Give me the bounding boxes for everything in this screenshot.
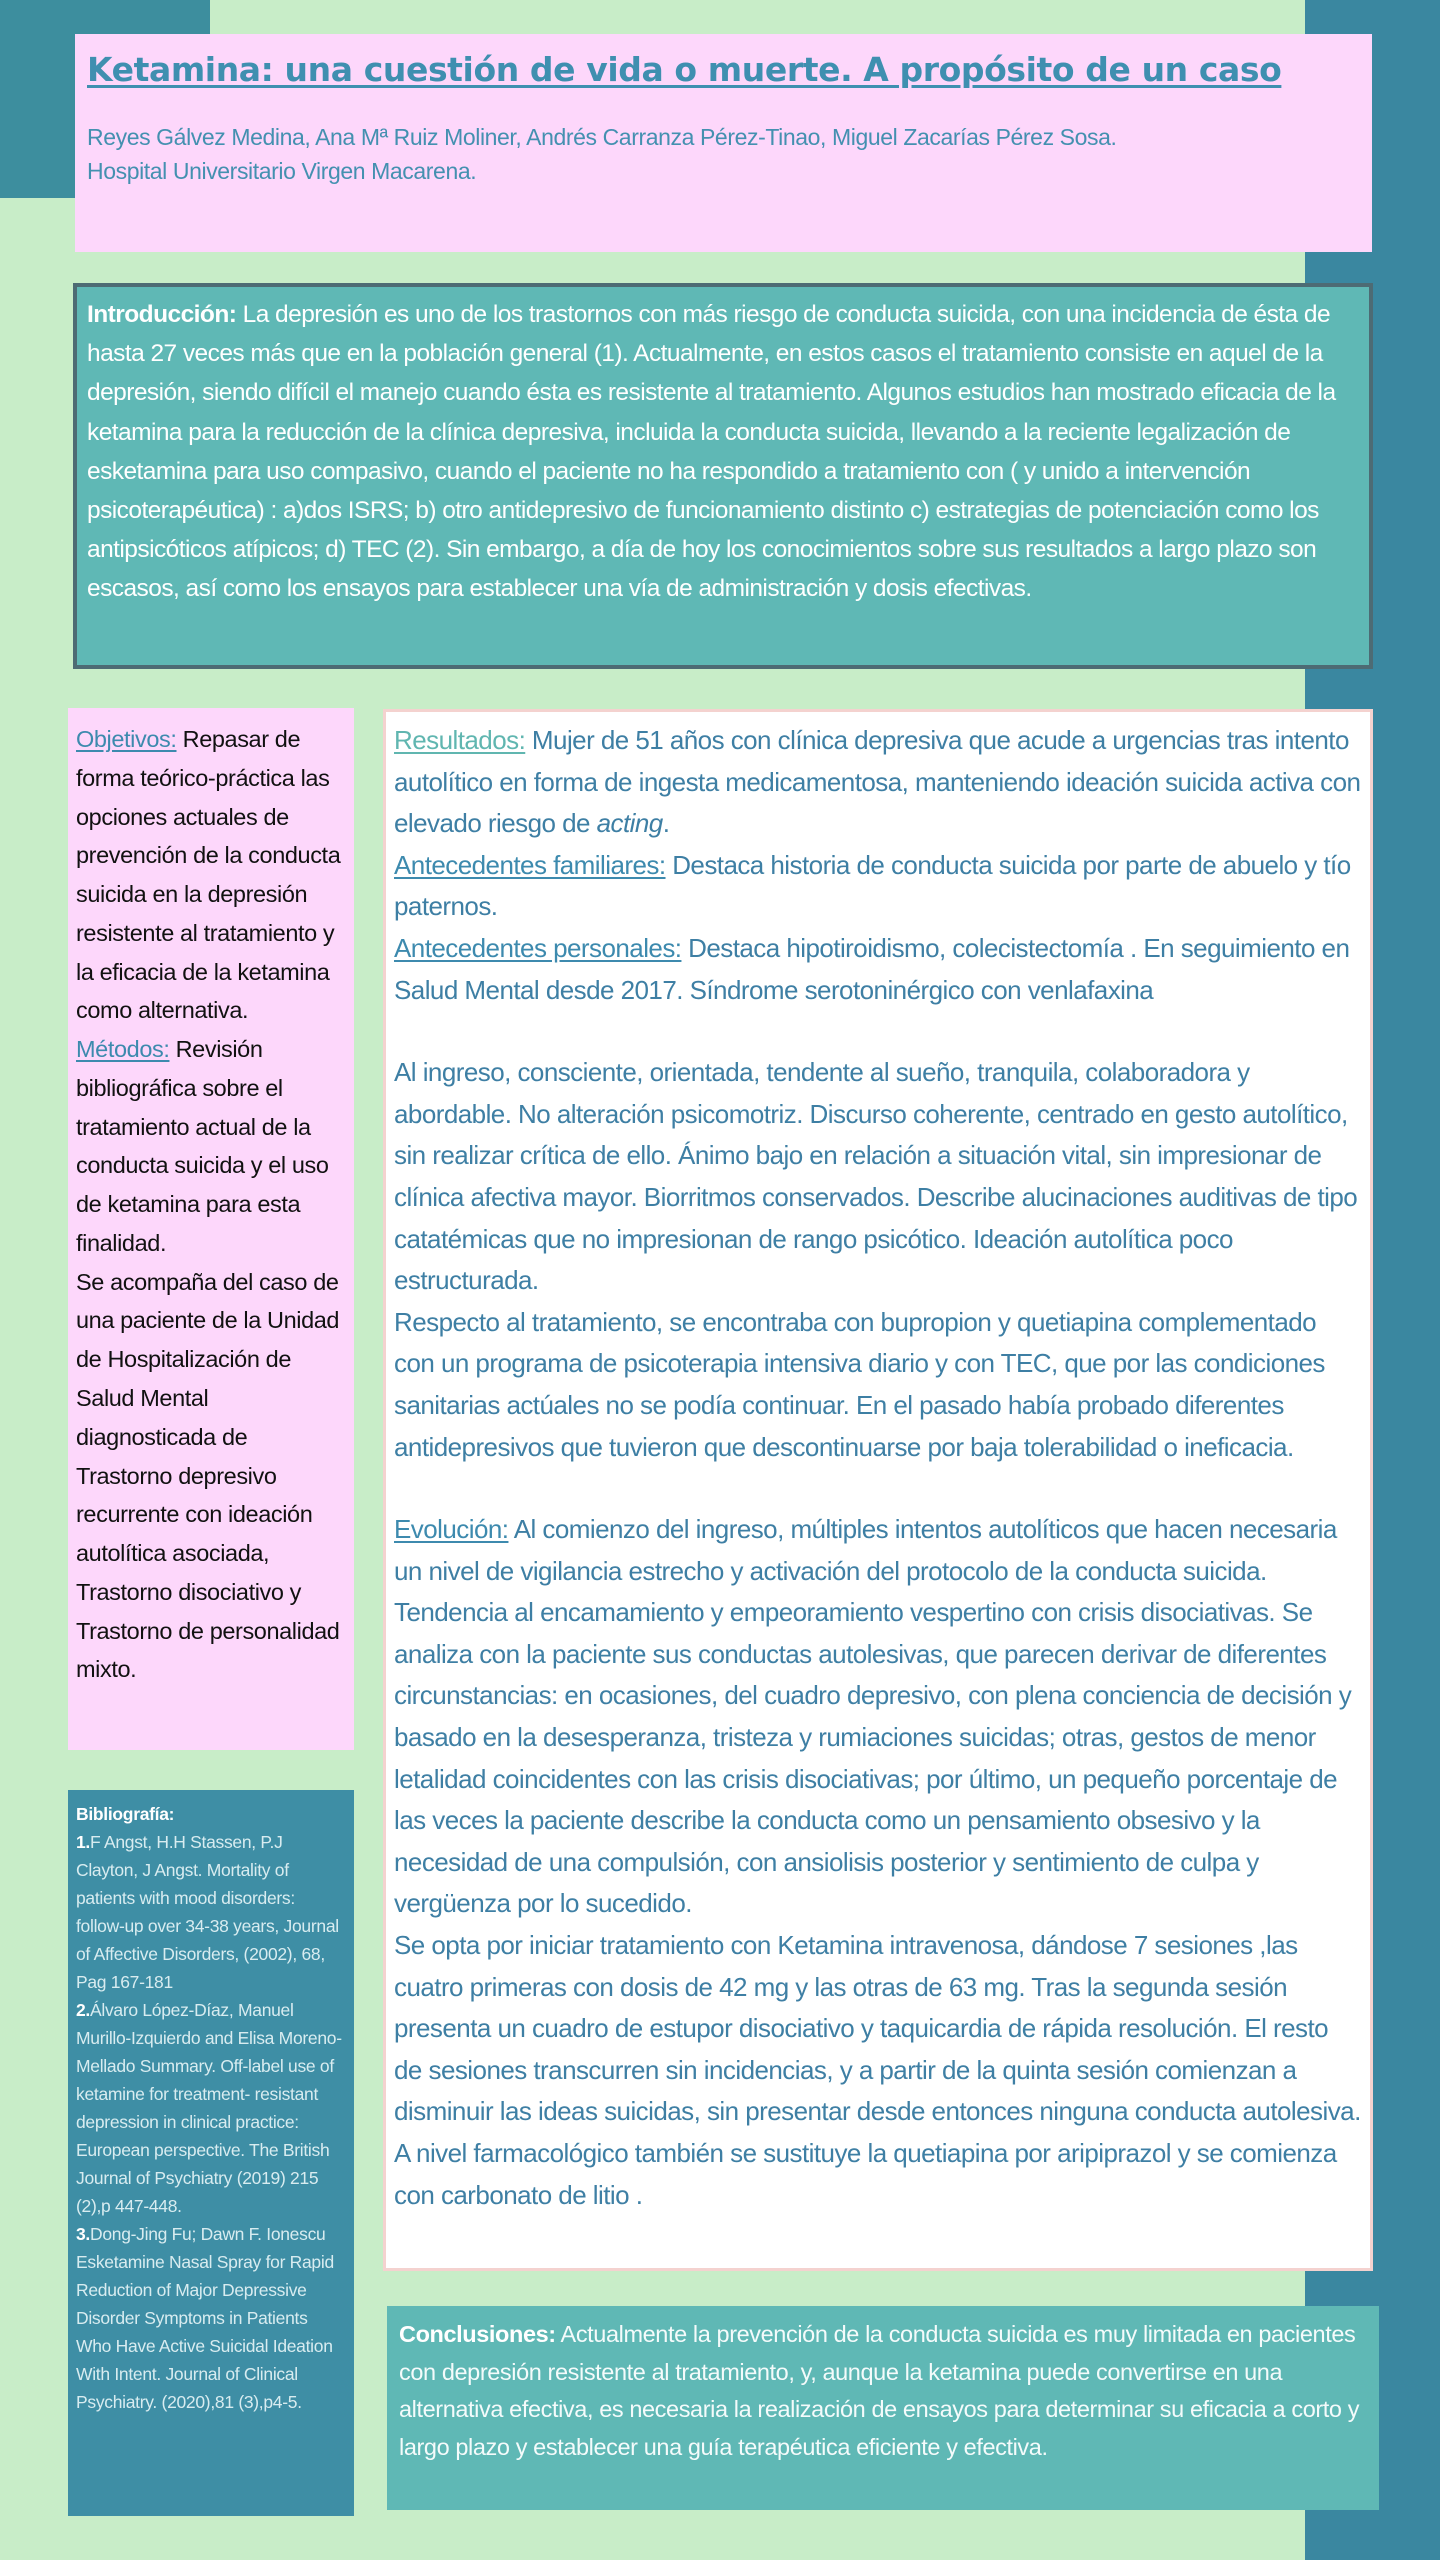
- spacer: [394, 1011, 1362, 1052]
- spacer: [394, 1468, 1362, 1509]
- reference-text: F Angst, H.H Stassen, P.J Clayton, J Angst. Mortality of patients with mood disorders: follow-up over 34-38 years, Journal of Affective Disorders, (2002), 68, Pag 167-181: [76, 1832, 339, 1992]
- objectives-label: Objetivos:: [76, 726, 177, 752]
- results-section: [383, 709, 1373, 2271]
- results-label: Resultados:: [394, 725, 526, 755]
- poster-header: [75, 34, 1372, 252]
- author-list: Reyes Gálvez Medina, Ana Mª Ruiz Moliner, Andrés Carranza Pérez-Tinao, Miguel Zacarías Pérez Sosa.: [87, 123, 1117, 150]
- results-paragraph: [394, 720, 1362, 845]
- methods-text: Revisión bibliográfica sobre el tratamiento actual de la conducta suicida y el uso de ketamina para esta finalidad.: [76, 1036, 329, 1256]
- methods-label: Métodos:: [76, 1036, 170, 1063]
- conclusions-text: Actualmente la prevención de la conducta suicida es muy limitada en pacientes con depresión resistente al tratamiento, y, aunque la ketamina puede convertirse en una alternativa efectiva, es necesaria la realización de ensayos para determinar su eficacia a corto y largo plazo y establecer una guía terapéutica eficiente y efectiva.: [399, 2321, 1360, 2460]
- evolution-label: Evolución:: [394, 1514, 509, 1545]
- objectives-section: [68, 708, 354, 1750]
- reference-number: 2.: [76, 2000, 90, 2020]
- results-text-end: .: [662, 808, 670, 839]
- reference-number: 3.: [76, 2224, 90, 2244]
- family-history-paragraph: [394, 845, 1362, 928]
- bibliography-title: Bibliografía:: [76, 1804, 175, 1824]
- evolution-text: Al comienzo del ingreso, múltiples intentos autolíticos que hacen necesaria un nivel de vigilancia estrecho y activación del protocolo de la conducta suicida. Tendencia al encamamiento y empeoramiento vespertino con crisis disociativas. Se analiza con la paciente sus conductas autolesivas, que parecen derivar de diferentes circunstancias: en ocasiones, del cuadro depresivo, con plena conciencia de decisión y basado en la desesperanza, tristeza y rumiaciones suicidas; otras, gestos de menor letalidad coincidentes con las crisis disociativas; por último, un pequeño porcentaje de las veces la paciente describe la conducta como un pensamiento obsesivo y la necesidad de una compulsión, con ansiolisis posterior y sentimiento de culpa y vergüenza por lo sucedido.: [394, 1514, 1352, 1919]
- bibliography-section: [68, 1790, 354, 2516]
- conclusions-section: [387, 2306, 1379, 2510]
- family-history-label: Antecedentes familiares:: [394, 849, 666, 880]
- poster-title: Ketamina: una cuestión de vida o muerte. A propósito de un caso: [87, 50, 1282, 89]
- introduction-section: [73, 283, 1373, 669]
- introduction-label: Introducción:: [87, 301, 237, 328]
- results-text: Mujer de 51 años con clínica depresiva que acude a urgencias tras intento autolítico en forma de ingesta medicamentosa, manteniendo ideación suicida activa con elevado riesgo de: [394, 725, 1361, 839]
- reference-item: [76, 1996, 346, 2220]
- conclusions-label: Conclusiones:: [399, 2321, 556, 2347]
- ketamine-paragraph: Se opta por iniciar tratamiento con Ketamina intravenosa, dándose 7 sesiones ,las cuatro primeras con dosis de 42 mg y las otras de 63 mg. Tras la segunda sesión presenta un cuadro de estupor disociativo y taquicardia de rápida resolución. El resto de sesiones transcurren sin incidencias, y a partir de la quinta sesión comienzan a disminuir las ideas suicidas, sin presentar desde entonces ninguna conducta autolesiva.: [394, 1930, 1361, 2127]
- authors-block: [87, 120, 1360, 189]
- pharmacology-paragraph: A nivel farmacológico también se sustituye la quetiapina por aripiprazol y se comienza con carbonato de litio .: [394, 2138, 1337, 2210]
- evolution-paragraph: [394, 1509, 1362, 1925]
- personal-history-text: Destaca hipotiroidismo, colecistectomía . En seguimiento en Salud Mental desde 2017. Síndrome serotoninérgico con venlafaxina: [394, 932, 1350, 1005]
- personal-history-label: Antecedentes personales:: [394, 932, 682, 963]
- family-history-text: Destaca historia de conducta suicida por parte de abuelo y tío paternos.: [394, 849, 1351, 922]
- objectives-text: Repasar de forma teórico-práctica las opciones actuales de prevención de la conducta suicida en la depresión resistente al tratamiento y la eficacia de la ketamina como alternativa.: [76, 726, 341, 1024]
- results-italic-word: acting: [596, 808, 663, 839]
- introduction-text: La depresión es uno de los trastornos con más riesgo de conducta suicida, con una incidencia de ésta de hasta 27 veces más que en la población general (1). Actualmente, en estos casos el tratamiento consiste en aquel de la depresión, siendo difícil el manejo cuando ésta es resistente al tratamiento. Algunos estudios han mostrado eficacia de la ketamina para la reducción de la clínica depresiva, incluida la conducta suicida, llevando a la reciente legalización de esketamina para uso compasivo, cuando el paciente no ha respondido a tratamiento con ( y unido a intervención psicoterapéutica) : a)dos ISRS; b) otro antidepresivo de funcionamiento distinto c) estrategias de potenciación como los antipsicóticos atípicos; d) TEC (2). Sin embargo, a día de hoy los conocimientos sobre sus resultados a largo plazo son escasos, así como los ensayos para establecer una vía de administración y dosis efectivas.: [87, 301, 1336, 603]
- case-description: Se acompaña del caso de una paciente de la Unidad de Hospitalización de Salud Mental diagnosticada de Trastorno depresivo recurrente con ideación autolítica asociada, Trastorno disociativo y Trastorno de personalidad mixto.: [76, 1268, 340, 1683]
- reference-text: Dong-Jing Fu; Dawn F. Ionescu Esketamine Nasal Spray for Rapid Reduction of Major Depressive Disorder Symptoms in Patients Who Have Active Suicidal Ideation With Intent. Journal of Clinical Psychiatry. (2020),81 (3),p4-5.: [76, 2224, 334, 2412]
- personal-history-paragraph: [394, 928, 1362, 1011]
- institution: Hospital Universitario Virgen Macarena.: [87, 158, 477, 185]
- treatment-paragraph: Respecto al tratamiento, se encontraba con bupropion y quetiapina complementado con un programa de psicoterapia intensiva diario y con TEC, que por las condiciones sanitarias actúales no se podía continuar. En el pasado había probado diferentes antidepresivos que tuvieron que descontinuarse por baja tolerabilidad o ineficacia.: [394, 1306, 1325, 1462]
- admission-paragraph: Al ingreso, consciente, orientada, tendente al sueño, tranquila, colaboradora y abordable. No alteración psicomotriz. Discurso coherente, centrado en gesto autolítico, sin realizar crítica de ello. Ánimo bajo en relación a situación vital, sin impresionar de clínica afectiva mayor. Biorritmos conservados. Describe alucinaciones auditivas de tipo catatémicas que no impresionan de rango psicótico. Ideación autolítica poco estructurada.: [394, 1057, 1358, 1296]
- reference-item: [76, 2220, 346, 2416]
- reference-text: Álvaro López-Díaz, Manuel Murillo-Izquierdo and Elisa Moreno-Mellado Summary. Off-label use of ketamine for treatment- resistant depression in clinical practice: European perspective. The British Journal of Psychiatry (2019) 215 (2),p 447-448.: [76, 2000, 342, 2216]
- reference-number: 1.: [76, 1832, 90, 1852]
- reference-item: [76, 1828, 346, 1996]
